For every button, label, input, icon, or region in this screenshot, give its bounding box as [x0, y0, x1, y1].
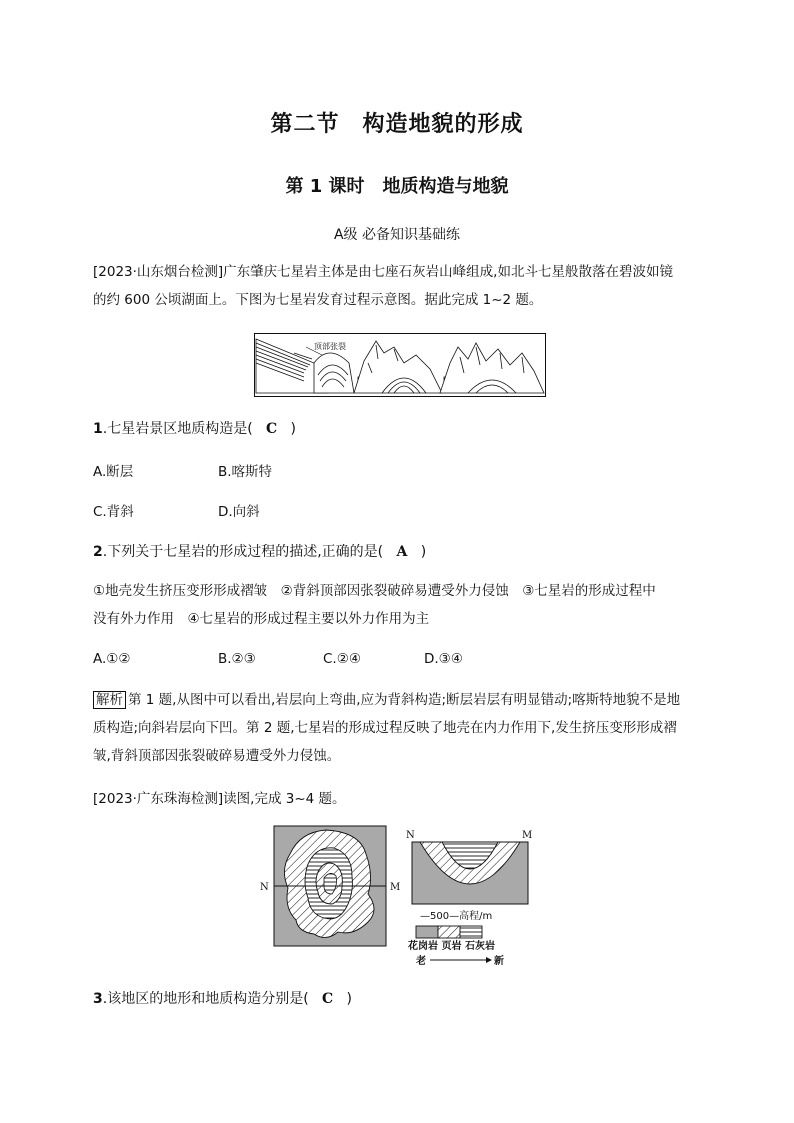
option-b[interactable]: B.喀斯特	[218, 464, 273, 480]
section-label-m: M	[522, 830, 533, 841]
analysis-text: 第 1 题,从图中可以看出,岩层向上弯曲,应为背斜构造;断层岩层有明显错动;喀斯特地貌不是地	[128, 692, 681, 708]
option-d[interactable]: D.③④	[424, 651, 463, 667]
intro-line: 的约 600 公顷湖面上。下图为七星岩发育过程示意图。据此完成 1~2 题。	[93, 292, 543, 308]
map-label-n: N	[260, 882, 269, 893]
cross-section	[406, 826, 546, 966]
statement-line: 没有外力作用 ④七星岩的形成过程主要以外力作用为主	[93, 611, 430, 627]
q2-statements	[93, 577, 705, 633]
analysis-line	[93, 686, 705, 714]
age-old-label: 老	[416, 956, 426, 967]
answer: C	[266, 421, 278, 437]
karst-development-figure	[254, 333, 546, 397]
option-d[interactable]: D.向斜	[218, 504, 260, 520]
question-stem: .该地区的地形和地质构造分别是(	[102, 991, 309, 1007]
question-stem: .下列关于七星岩的形成过程的描述,正确的是(	[102, 544, 384, 560]
intro-line: [2023·山东烟台检测]广东肇庆七星岩主体是由七座石灰岩山峰组成,如北斗七星般散落在碧波如镜	[93, 264, 673, 280]
statement-line: ①地壳发生挤压变形形成褶皱 ②背斜顶部因张裂破碎易遭受外力侵蚀 ③七星岩的形成过程中	[93, 583, 656, 599]
question-number: 3	[93, 991, 103, 1007]
option-b[interactable]: B.②③	[218, 651, 256, 667]
option-a[interactable]: A.①②	[93, 651, 131, 667]
section-title: 第二节 构造地貌的形成	[270, 112, 524, 137]
question-2	[93, 541, 426, 561]
block2-intro: [2023·广东珠海检测]读图,完成 3~4 题。	[93, 791, 346, 807]
question-number: 1	[93, 421, 103, 437]
question-close: )	[346, 991, 353, 1007]
section-label-n: N	[406, 830, 415, 841]
analysis-tag: 解析	[93, 691, 126, 709]
analysis-line: 皱,背斜顶部因张裂破碎易遭受外力侵蚀。	[93, 748, 341, 764]
level-title: A级 必备知识基础练	[333, 227, 461, 243]
legend-limestone	[460, 926, 482, 938]
option-c[interactable]: C.②④	[323, 651, 361, 667]
lesson-title: 第 1 课时 地质构造与地貌	[285, 176, 509, 197]
arrow-icon	[486, 957, 492, 963]
question-number: 2	[93, 544, 103, 560]
question-close: )	[420, 544, 427, 560]
legend-labels: 花岗岩 页岩 石灰岩	[408, 941, 495, 952]
age-new-label: 新	[494, 956, 504, 967]
analysis-line: 质构造;向斜岩层向下凹。第 2 题,七星岩的形成过程反映了地壳在内力作用下,发生挤压变形形成褶	[93, 720, 677, 736]
map-label-m: M	[390, 882, 401, 893]
answer: C	[322, 991, 334, 1007]
question-stem: .七星岩景区地质构造是(	[102, 421, 253, 437]
question-3	[93, 988, 352, 1008]
geologic-map	[256, 824, 401, 948]
question-1	[93, 418, 296, 438]
option-c[interactable]: C.背斜	[93, 504, 134, 520]
option-a[interactable]: A.断层	[93, 464, 134, 480]
answer: A	[396, 544, 408, 560]
legend-shale	[438, 926, 460, 938]
question-close: )	[290, 421, 297, 437]
legend-granite	[416, 926, 438, 938]
block1-intro	[93, 258, 705, 314]
elevation-label: —500—高程/m	[420, 911, 493, 922]
figure-label: 顶部张裂	[314, 342, 346, 351]
analysis	[93, 686, 705, 770]
